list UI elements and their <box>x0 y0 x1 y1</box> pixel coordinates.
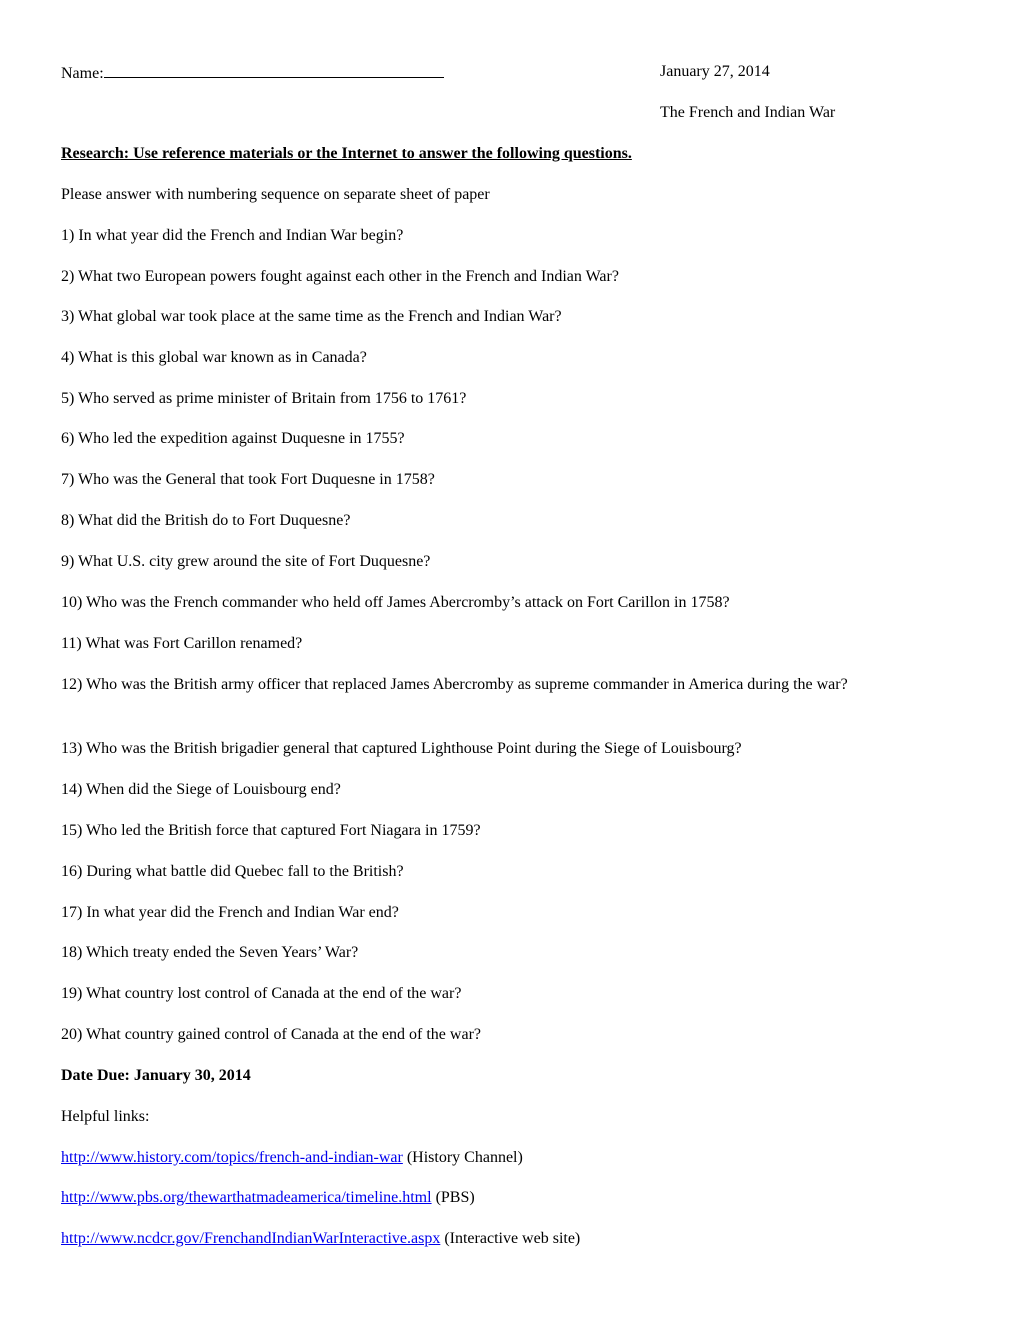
question-2: 2) What two European powers fought against each other in the French and Indian War? <box>61 268 619 285</box>
question-14: 14) When did the Siege of Louisbourg end? <box>61 781 341 798</box>
question-9: 9) What U.S. city grew around the site of Fort Duquesne? <box>61 553 431 570</box>
question-19: 19) What country lost control of Canada at the end of the war? <box>61 985 462 1002</box>
link-row-history <box>61 1148 523 1168</box>
question-4: 4) What is this global war known as in Canada? <box>61 349 367 366</box>
history-channel-link[interactable]: http://www.history.com/topics/french-and-indian-war <box>61 1149 403 1166</box>
question-17: 17) In what year did the French and Indian War end? <box>61 904 399 921</box>
question-3: 3) What global war took place at the same time as the French and Indian War? <box>61 308 562 325</box>
pbs-link[interactable]: http://www.pbs.org/thewarthatmadeamerica/timeline.html <box>61 1189 432 1206</box>
question-15: 15) Who led the British force that captured Fort Niagara in 1759? <box>61 822 481 839</box>
question-20: 20) What country gained control of Canada at the end of the war? <box>61 1026 481 1043</box>
link-row-pbs <box>61 1188 475 1208</box>
question-12: 12) Who was the British army officer that replaced James Abercromby as supreme commander in America during the war? <box>61 676 848 693</box>
question-6: 6) Who led the expedition against Duquesne in 1755? <box>61 430 405 447</box>
helpful-links-label: Helpful links: <box>61 1108 150 1125</box>
question-7: 7) Who was the General that took Fort Duquesne in 1758? <box>61 471 435 488</box>
name-label: Name: <box>61 65 104 82</box>
ncdcr-link[interactable]: http://www.ncdcr.gov/FrenchandIndianWarInteractive.aspx <box>61 1230 441 1247</box>
name-line <box>61 62 444 84</box>
question-11: 11) What was Fort Carillon renamed? <box>61 635 303 652</box>
question-16: 16) During what battle did Quebec fall to the British? <box>61 863 404 880</box>
question-8: 8) What did the British do to Fort Duquesne? <box>61 512 351 529</box>
question-1: 1) In what year did the French and Indian War begin? <box>61 227 404 244</box>
research-instruction: Research: Use reference materials or the Internet to answer the following questions. <box>61 145 632 162</box>
question-10: 10) Who was the French commander who held off James Abercromby’s attack on Fort Carillon in 1758? <box>61 594 730 611</box>
ncdcr-note: (Interactive web site) <box>440 1230 581 1247</box>
history-channel-note: (History Channel) <box>402 1149 523 1166</box>
due-date: Date Due: January 30, 2014 <box>61 1067 251 1084</box>
worksheet-title: The French and Indian War <box>660 104 836 121</box>
pbs-note: (PBS) <box>431 1189 475 1206</box>
header-date: January 27, 2014 <box>660 63 770 80</box>
name-blank[interactable] <box>104 62 444 78</box>
question-13: 13) Who was the British brigadier general that captured Lighthouse Point during the Siege of Louisbourg? <box>61 740 742 757</box>
question-18: 18) Which treaty ended the Seven Years’ War? <box>61 944 359 961</box>
link-row-ncdcr <box>61 1229 580 1249</box>
answer-note: Please answer with numbering sequence on separate sheet of paper <box>61 186 490 203</box>
question-5: 5) Who served as prime minister of Britain from 1756 to 1761? <box>61 390 467 407</box>
